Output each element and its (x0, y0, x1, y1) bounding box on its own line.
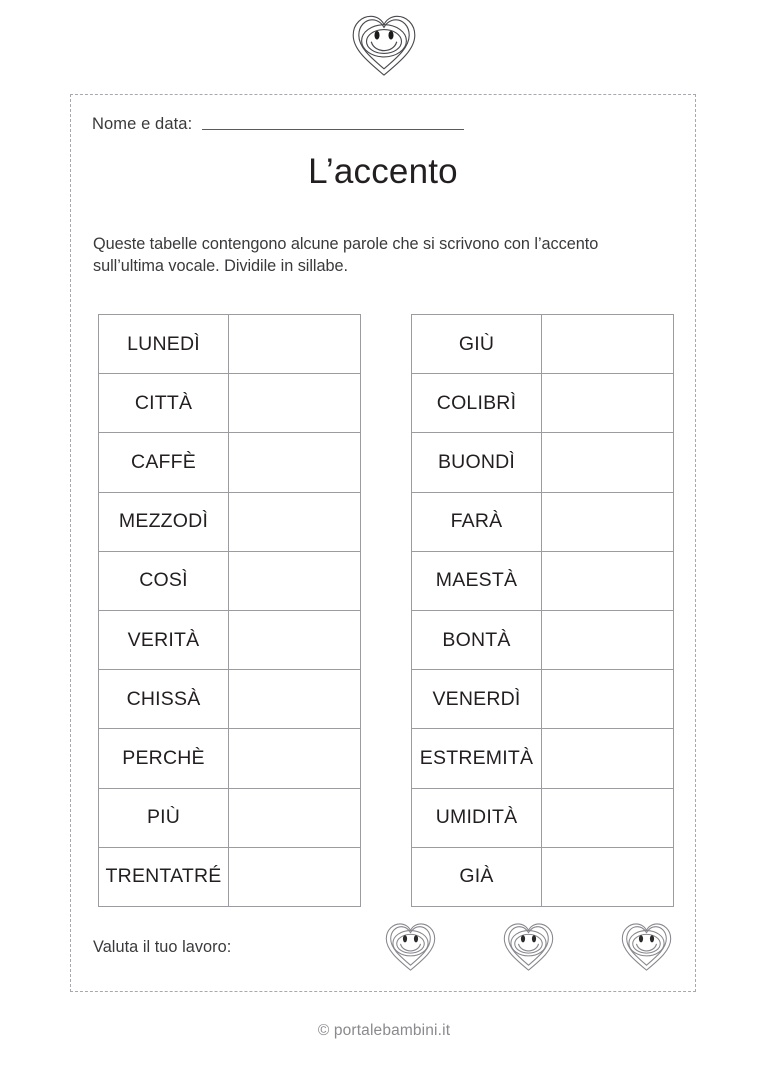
word-cell: MAESTÀ (412, 551, 542, 610)
word-cell: COSÌ (99, 551, 229, 610)
evaluation-row (71, 919, 695, 979)
name-and-date-row (92, 116, 464, 133)
word-cell: GIÙ (412, 315, 542, 374)
word-cell: PERCHÈ (99, 729, 229, 788)
answer-cell[interactable] (542, 433, 674, 492)
word-cell: UMIDITÀ (412, 788, 542, 847)
footer-credit: © portalebambini.it (317, 1022, 451, 1039)
word-cell: TRENTATRÉ (99, 847, 229, 906)
table-row (99, 788, 361, 847)
answer-cell[interactable] (229, 433, 361, 492)
word-table-right (411, 314, 674, 907)
name-and-date-blank-line[interactable] (202, 129, 464, 130)
table-row (412, 374, 674, 433)
answer-cell[interactable] (229, 729, 361, 788)
word-cell: VENERDÌ (412, 670, 542, 729)
table-row (412, 433, 674, 492)
evaluation-label: Valuta il tuo lavoro: (93, 938, 232, 956)
table-row (412, 315, 674, 374)
word-cell: GIÀ (412, 847, 542, 906)
answer-cell[interactable] (542, 847, 674, 906)
word-table-left (98, 314, 361, 907)
word-cell: BUONDÌ (412, 433, 542, 492)
word-table-left-body (99, 315, 361, 907)
evaluation-heart-smiley-icon-1[interactable] (383, 919, 438, 974)
instructions-text: Queste tabelle contengono alcune parole che si scrivono con l’accento sull’ultima vocale. Dividile in sillabe. (93, 235, 599, 275)
word-table-right-body (412, 315, 674, 907)
table-row (99, 729, 361, 788)
table-row (99, 551, 361, 610)
answer-cell[interactable] (229, 788, 361, 847)
table-row (412, 788, 674, 847)
evaluation-heart-smiley-icon-3[interactable] (619, 919, 674, 974)
heart-smiley-logo (349, 10, 419, 80)
answer-cell[interactable] (229, 374, 361, 433)
worksheet-frame (70, 94, 696, 992)
table-row (99, 670, 361, 729)
table-row (99, 610, 361, 669)
table-row (412, 670, 674, 729)
table-row (99, 433, 361, 492)
answer-cell[interactable] (229, 315, 361, 374)
table-row (412, 551, 674, 610)
word-cell: VERITÀ (99, 610, 229, 669)
answer-cell[interactable] (229, 610, 361, 669)
answer-cell[interactable] (542, 670, 674, 729)
answer-cell[interactable] (229, 670, 361, 729)
answer-cell[interactable] (542, 729, 674, 788)
table-row (412, 729, 674, 788)
answer-cell[interactable] (542, 551, 674, 610)
word-cell: FARÀ (412, 492, 542, 551)
tables-area (71, 314, 695, 898)
answer-cell[interactable] (542, 374, 674, 433)
table-row (412, 610, 674, 669)
word-cell: CITTÀ (99, 374, 229, 433)
table-row (99, 492, 361, 551)
word-cell: ESTREMITÀ (412, 729, 542, 788)
answer-cell[interactable] (542, 315, 674, 374)
table-row (99, 315, 361, 374)
table-row (412, 847, 674, 906)
word-cell: BONTÀ (412, 610, 542, 669)
word-cell: MEZZODÌ (99, 492, 229, 551)
answer-cell[interactable] (229, 847, 361, 906)
answer-cell[interactable] (542, 788, 674, 847)
name-and-date-label: Nome e data: (92, 115, 193, 133)
answer-cell[interactable] (229, 551, 361, 610)
page-title: L’accento (308, 152, 458, 191)
word-cell: CHISSÀ (99, 670, 229, 729)
word-cell: PIÙ (99, 788, 229, 847)
evaluation-heart-smiley-icon-2[interactable] (501, 919, 556, 974)
table-row (412, 492, 674, 551)
table-row (99, 374, 361, 433)
word-cell: LUNEDÌ (99, 315, 229, 374)
answer-cell[interactable] (542, 492, 674, 551)
word-cell: COLIBRÌ (412, 374, 542, 433)
word-cell: CAFFÈ (99, 433, 229, 492)
table-row (99, 847, 361, 906)
answer-cell[interactable] (229, 492, 361, 551)
answer-cell[interactable] (542, 610, 674, 669)
